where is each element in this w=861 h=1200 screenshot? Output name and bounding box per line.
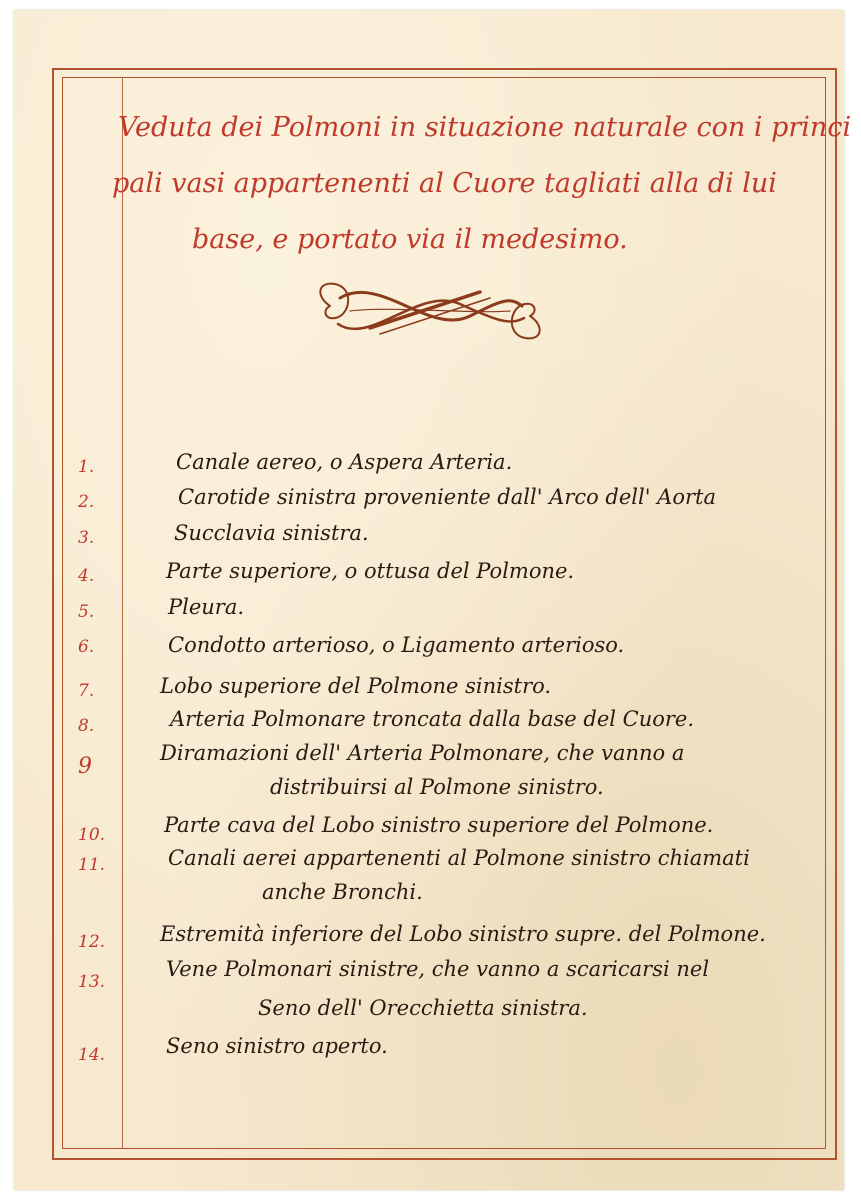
entry-text: Diramazioni dell' Arteria Polmonare, che vanno a bbox=[160, 741, 685, 765]
entry-number: 7. bbox=[78, 681, 95, 701]
entry-number: 4. bbox=[78, 566, 95, 586]
entry-number: 11. bbox=[78, 855, 106, 875]
calligraphic-flourish bbox=[310, 276, 550, 346]
entry-text: Parte superiore, o ottusa del Polmone. bbox=[166, 559, 575, 583]
document-title bbox=[110, 100, 852, 268]
entry-number: 12. bbox=[78, 932, 106, 952]
entry-text: Seno sinistro aperto. bbox=[166, 1034, 388, 1058]
entry-number: 2. bbox=[78, 492, 95, 512]
entry-number: 13. bbox=[78, 972, 106, 992]
entry-number: 14. bbox=[78, 1045, 106, 1065]
title-line: Veduta dei Polmoni in situazione naturale con i princi bbox=[118, 112, 852, 143]
entry-text: Lobo superiore del Polmone sinistro. bbox=[160, 674, 552, 698]
entry-number: 8. bbox=[78, 716, 95, 736]
entry-text: Canale aereo, o Aspera Arteria. bbox=[176, 450, 513, 474]
entry-text-continued: anche Bronchi. bbox=[262, 880, 423, 904]
entry-text: Estremità inferiore del Lobo sinistro supre. del Polmone. bbox=[160, 922, 766, 946]
entry-text: Canali aerei appartenenti al Polmone sinistro chiamati bbox=[168, 846, 750, 870]
entry-number: 10. bbox=[78, 825, 106, 845]
entry-text-continued: Seno dell' Orecchietta sinistra. bbox=[258, 996, 588, 1020]
entry-text: Condotto arterioso, o Ligamento arterioso. bbox=[168, 633, 625, 657]
entry-text: Vene Polmonari sinistre, che vanno a scaricarsi nel bbox=[166, 957, 710, 981]
entry-number: 1. bbox=[78, 457, 95, 477]
entry-text: Succlavia sinistra. bbox=[174, 521, 369, 545]
entry-text: Pleura. bbox=[168, 595, 245, 619]
entry-text: Parte cava del Lobo sinistro superiore del Polmone. bbox=[164, 813, 714, 837]
title-line: pali vasi appartenenti al Cuore tagliati alla di lui bbox=[112, 168, 777, 199]
entry-text: Carotide sinistra proveniente dall' Arco dell' Aorta bbox=[178, 485, 716, 509]
entry-number: 5. bbox=[78, 602, 95, 622]
entry-number: 9 bbox=[78, 754, 92, 779]
entry-text-continued: distribuirsi al Polmone sinistro. bbox=[270, 775, 604, 799]
entry-number: 3. bbox=[78, 528, 95, 548]
entry-number: 6. bbox=[78, 637, 95, 657]
title-line: base, e portato via il medesimo. bbox=[192, 224, 628, 255]
entry-text: Arteria Polmonare troncata dalla base del Cuore. bbox=[170, 707, 695, 731]
